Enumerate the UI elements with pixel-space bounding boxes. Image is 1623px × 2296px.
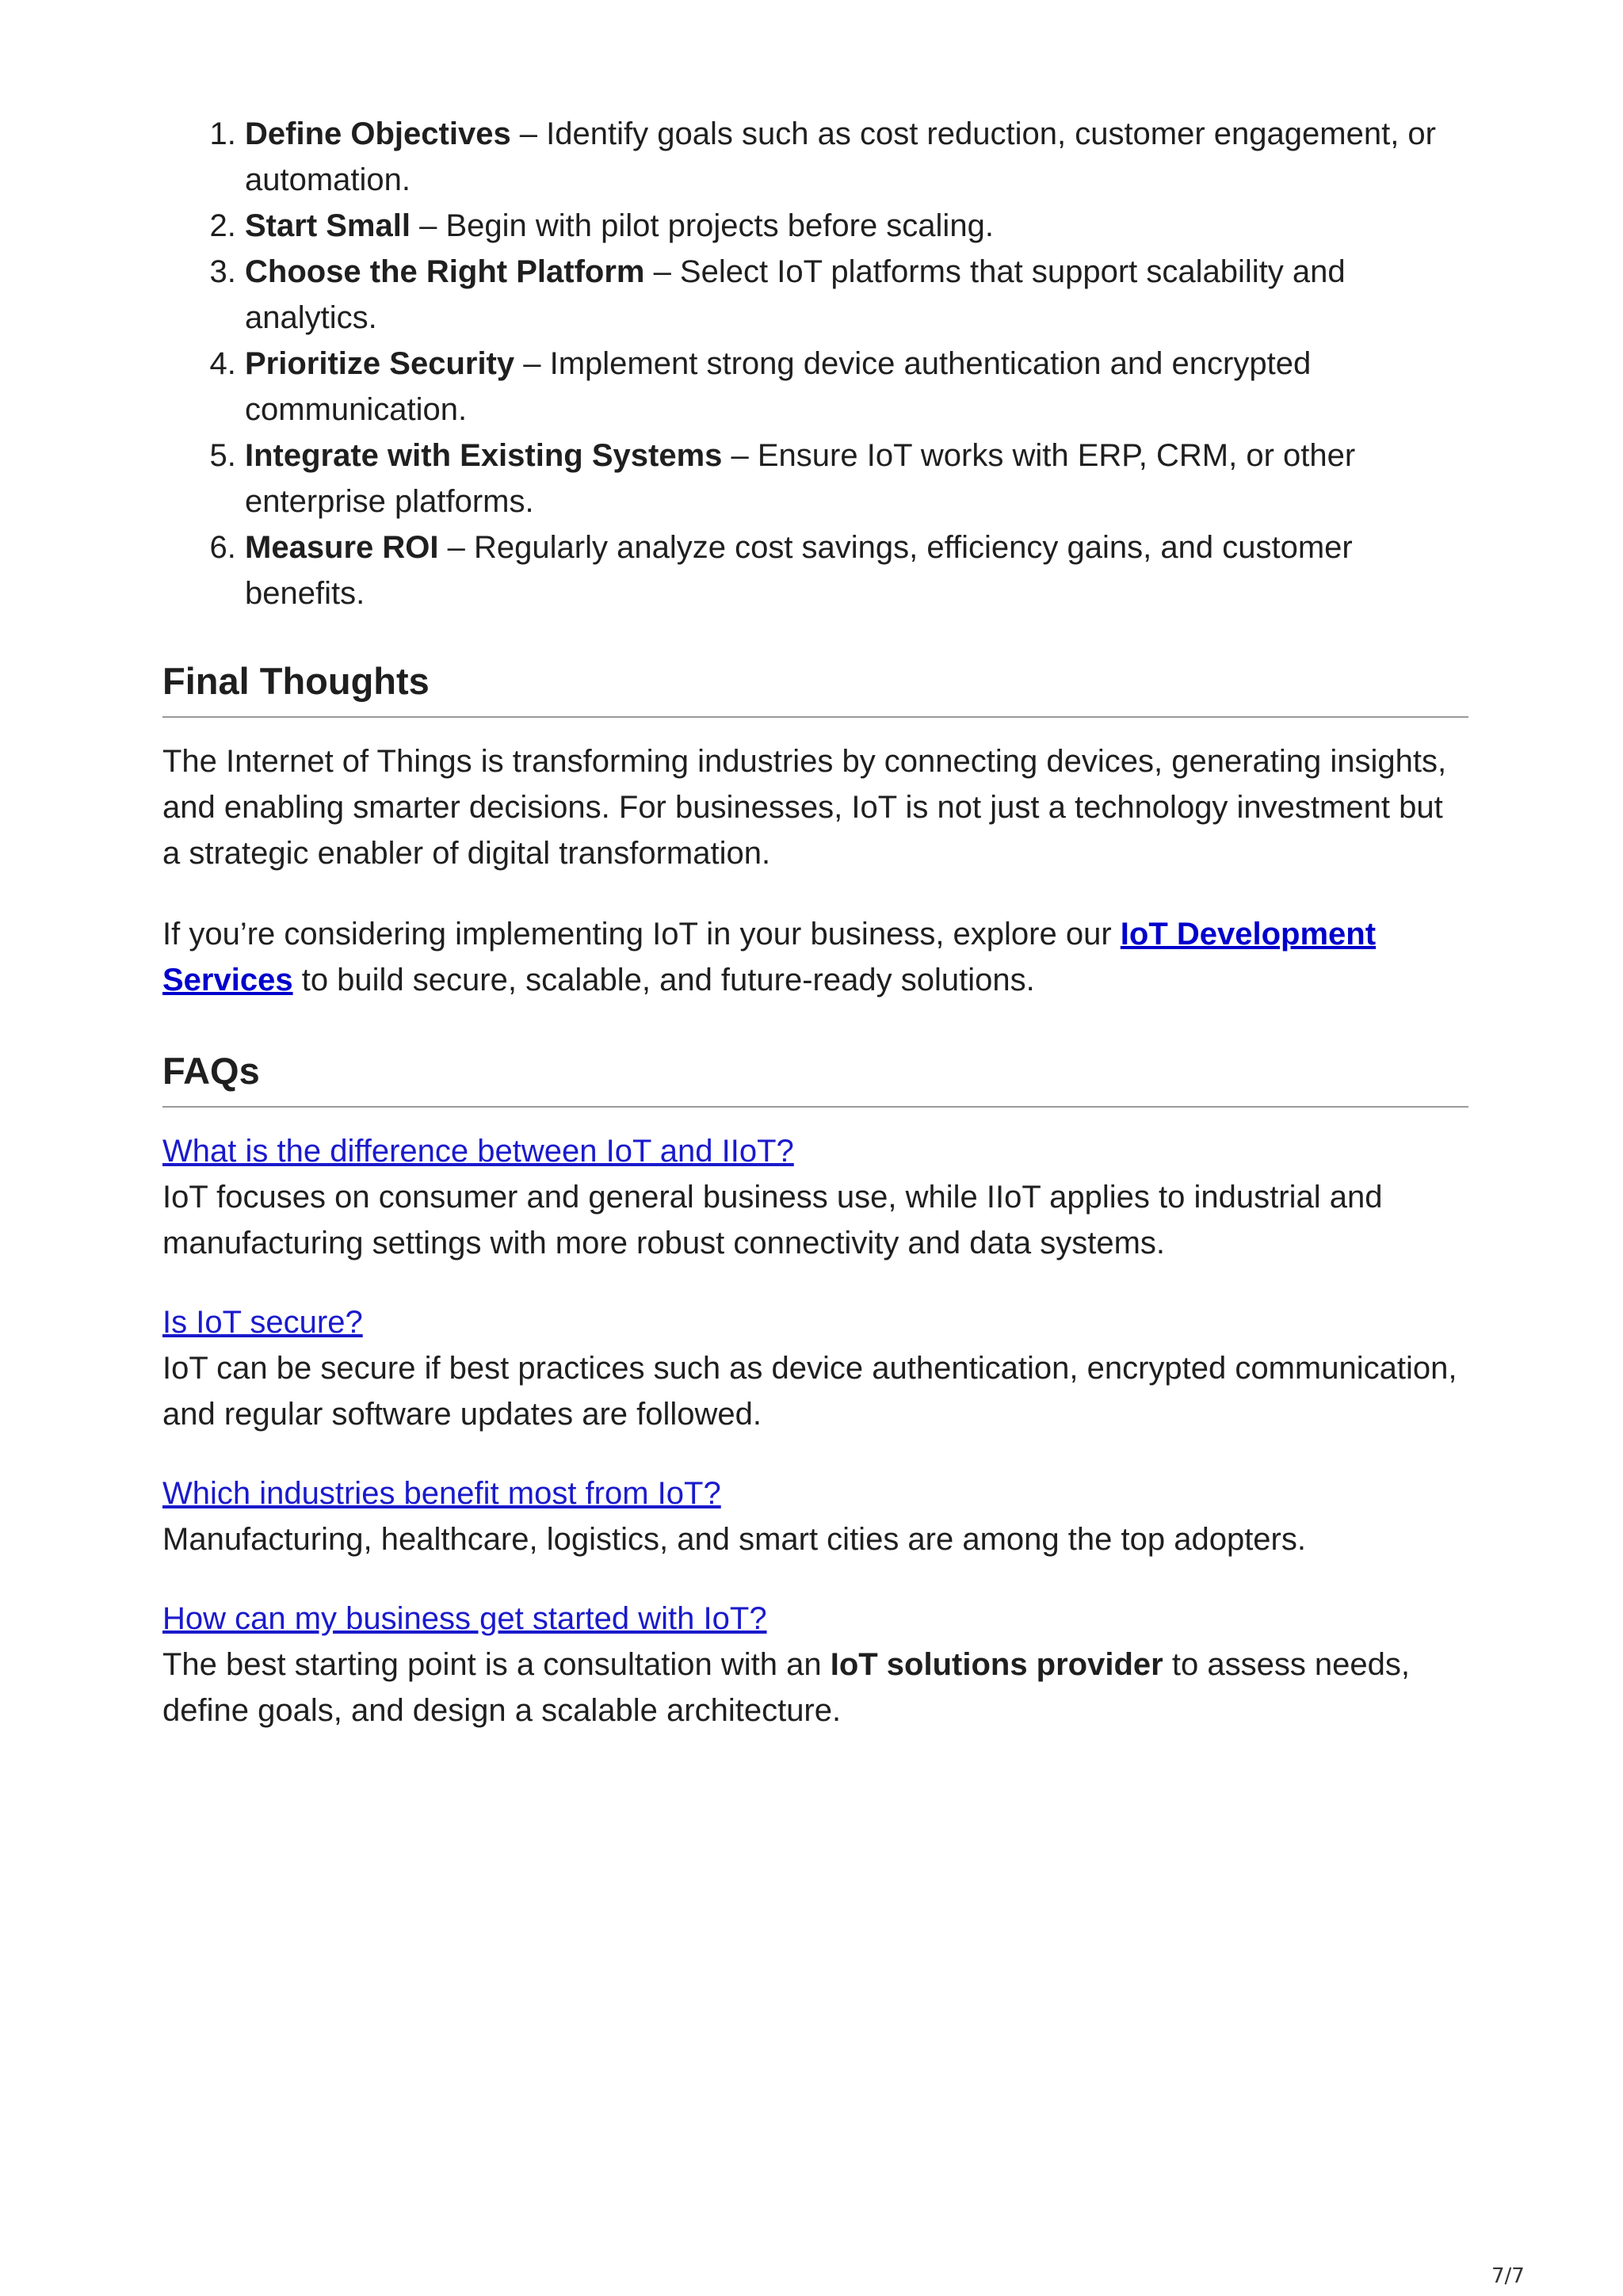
steps-list bbox=[162, 111, 1468, 616]
step-text: – Implement strong device authentication and encrypted communication. bbox=[245, 346, 1312, 427]
faq-answer: IoT can be secure if best practices such as device authentication, encrypted communication, and regular software updates are followed. bbox=[162, 1351, 1457, 1432]
faq-item bbox=[162, 1470, 1468, 1562]
faq-answer-before: The best starting point is a consultation with an bbox=[162, 1647, 831, 1682]
list-item bbox=[245, 341, 1468, 433]
document-body bbox=[162, 111, 1468, 1733]
faq-answer: IoT focuses on consumer and general business use, while IIoT applies to industrial and manufacturing settings with more robust connectivity and data systems. bbox=[162, 1180, 1383, 1261]
faq-question-link[interactable]: How can my business get started with IoT? bbox=[162, 1601, 767, 1636]
faq-item bbox=[162, 1596, 1468, 1733]
faq-answer bbox=[162, 1642, 1468, 1733]
faq-answer: Manufacturing, healthcare, logistics, and smart cities are among the top adopters. bbox=[162, 1522, 1306, 1557]
step-title: Measure ROI bbox=[245, 530, 439, 565]
list-item bbox=[245, 111, 1468, 203]
step-title: Prioritize Security bbox=[245, 346, 515, 381]
step-text: – Ensure IoT works with ERP, CRM, or other enterprise platforms. bbox=[245, 438, 1356, 519]
final-paragraph-1: The Internet of Things is transforming industries by connecting devices, generating insights, and enabling smarter decisions. For businesses, IoT is not just a technology investment but a strategic enabler of digital transformation. bbox=[162, 744, 1447, 871]
faq-item bbox=[162, 1299, 1468, 1437]
final-thoughts-heading: Final Thoughts bbox=[162, 659, 1468, 718]
iot-development-services-link[interactable]: IoT Development Services bbox=[162, 917, 1377, 997]
faq-item bbox=[162, 1128, 1468, 1266]
step-title: Integrate with Existing Systems bbox=[245, 438, 723, 473]
faq-question-link[interactable]: Which industries benefit most from IoT? bbox=[162, 1476, 721, 1511]
faq-answer-bold: IoT solutions provider bbox=[830, 1647, 1163, 1682]
final-paragraph-2-before: If you’re considering implementing IoT in your business, explore our bbox=[162, 917, 1121, 952]
faq-question-link[interactable]: Is IoT secure? bbox=[162, 1305, 363, 1340]
step-title: Choose the Right Platform bbox=[245, 254, 645, 289]
faqs-heading: FAQs bbox=[162, 1049, 1468, 1108]
list-item bbox=[245, 249, 1468, 341]
final-paragraph-2 bbox=[162, 911, 1468, 1003]
page-number: 7/7 bbox=[1491, 2264, 1525, 2288]
step-text: – Regularly analyze cost savings, efficiency gains, and customer benefits. bbox=[245, 530, 1353, 611]
step-title: Start Small bbox=[245, 208, 411, 243]
faq-answer-after: to assess needs, define goals, and design a scalable architecture. bbox=[162, 1647, 1411, 1728]
step-text: – Begin with pilot projects before scaling. bbox=[410, 208, 994, 243]
list-item bbox=[245, 433, 1468, 524]
list-item bbox=[245, 203, 1468, 249]
step-text: – Identify goals such as cost reduction, customer engagement, or automation. bbox=[245, 116, 1436, 197]
final-paragraph-2-after: to build secure, scalable, and future-ready solutions. bbox=[292, 963, 1035, 997]
step-text: – Select IoT platforms that support scalability and analytics. bbox=[245, 254, 1346, 335]
faq-question-link[interactable]: What is the difference between IoT and IIoT? bbox=[162, 1134, 794, 1169]
step-title: Define Objectives bbox=[245, 116, 511, 151]
list-item bbox=[245, 524, 1468, 616]
